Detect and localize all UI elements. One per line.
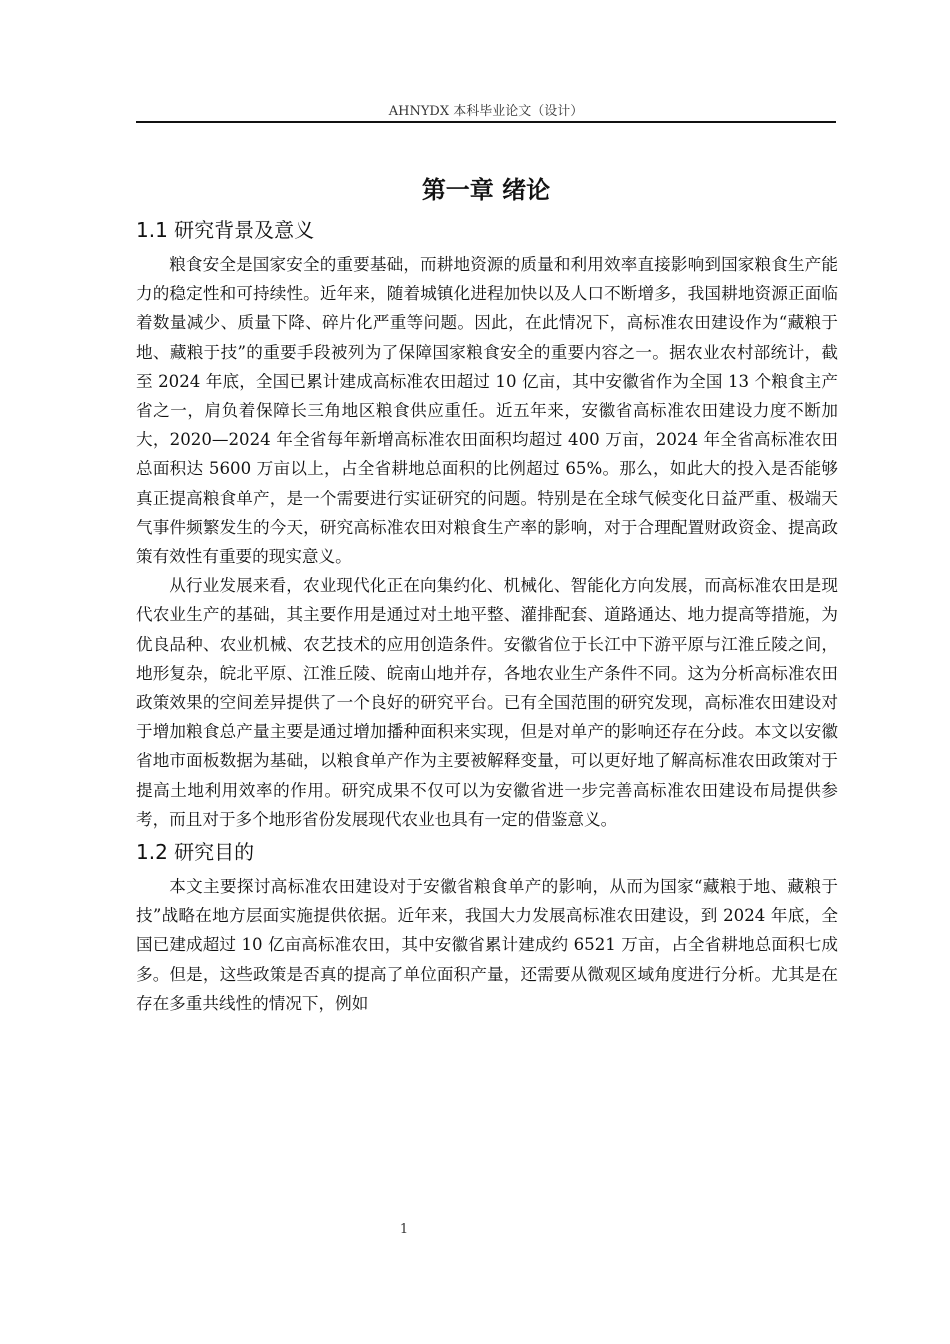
page-body xyxy=(136,214,838,1018)
paragraph: 粮食安全是国家安全的重要基础，而耕地资源的质量和利用效率直接影响到国家粮食生产能力的稳定性和可持续性。近年来，随着城镇化进程加快以及人口不断增多，我国耕地资源正面临着数量减少、质量下降、碎片化严重等问题。因此，在此情况下，高标准农田建设作为“藏粮于地、藏粮于技”的重要手段被列为了保障国家粮食安全的重要内容之一。据农业农村部统计，截至 2024 年底，全国已累计建成高标准农田超过 10 亿亩，其中安徽省作为全国 13 个粮食主产省之一，肩负着保障长三角地区粮食供应重任。近五年来，安徽省高标准农田建设力度不断加大，2020—2024 年全省每年新增高标准农田面积均超过 400 万亩，2024 年全省高标准农田总面积达 5600 万亩以上，占全省耕地总面积的比例超过 65%。那么，如此大的投入是否能够真正提高粮食单产，是一个需要进行实证研究的问题。特别是在全球气候变化日益严重、极端天气事件频繁发生的今天，研究高标准农田对粮食生产率的影响，对于合理配置财政资金、提高政策有效性有重要的现实意义。 xyxy=(136,255,838,567)
running-header: AHNYDX 本科毕业论文（设计） xyxy=(388,104,584,119)
chapter-title: 第一章 绪论 xyxy=(421,176,551,204)
header-divider xyxy=(136,121,836,123)
paragraph: 本文主要探讨高标准农田建设对于安徽省粮食单产的影响，从而为国家“藏粮于地、藏粮于技”战略在地方层面实施提供依据。近年来，我国大力发展高标准农田建设，到 2024 年底，全国已建成超过 10 亿亩高标准农田，其中安徽省累计建成约 6521 万亩，占全省耕地总面积七成多。但是，这些政策是否真的提高了单位面积产量，还需要从微观区域角度进行分析。尤其是在存在多重共线性的情况下，例如 xyxy=(136,877,838,1013)
paragraph: 从行业发展来看，农业现代化正在向集约化、机械化、智能化方向发展，而高标准农田是现代农业生产的基础，其主要作用是通过对土地平整、灌排配套、道路通达、地力提高等措施，为优良品种、农业机械、农艺技术的应用创造条件。安徽省位于长江中下游平原与江淮丘陵之间，地形复杂，皖北平原、江淮丘陵、皖南山地并存，各地农业生产条件不同。这为分析高标准农田政策效果的空间差异提供了一个良好的研究平台。已有全国范围的研究发现，高标准农田建设对于增加粮食总产量主要是通过增加播种面积来实现，但是对单产的影响还存在分歧。本文以安徽省地市面板数据为基础，以粮食单产作为主要被解释变量，可以更好地了解高标准农田政策对于提高土地利用效率的作用。研究成果不仅可以为安徽省进一步完善高标准农田建设布局提供参考，而且对于多个地形省份发展现代农业也具有一定的借鉴意义。 xyxy=(136,576,838,829)
section-title-1-2: 1.2 研究目的 xyxy=(136,840,255,865)
section-title-1-1: 1.1 研究背景及意义 xyxy=(136,218,315,242)
page-number: 1 xyxy=(399,1222,409,1237)
